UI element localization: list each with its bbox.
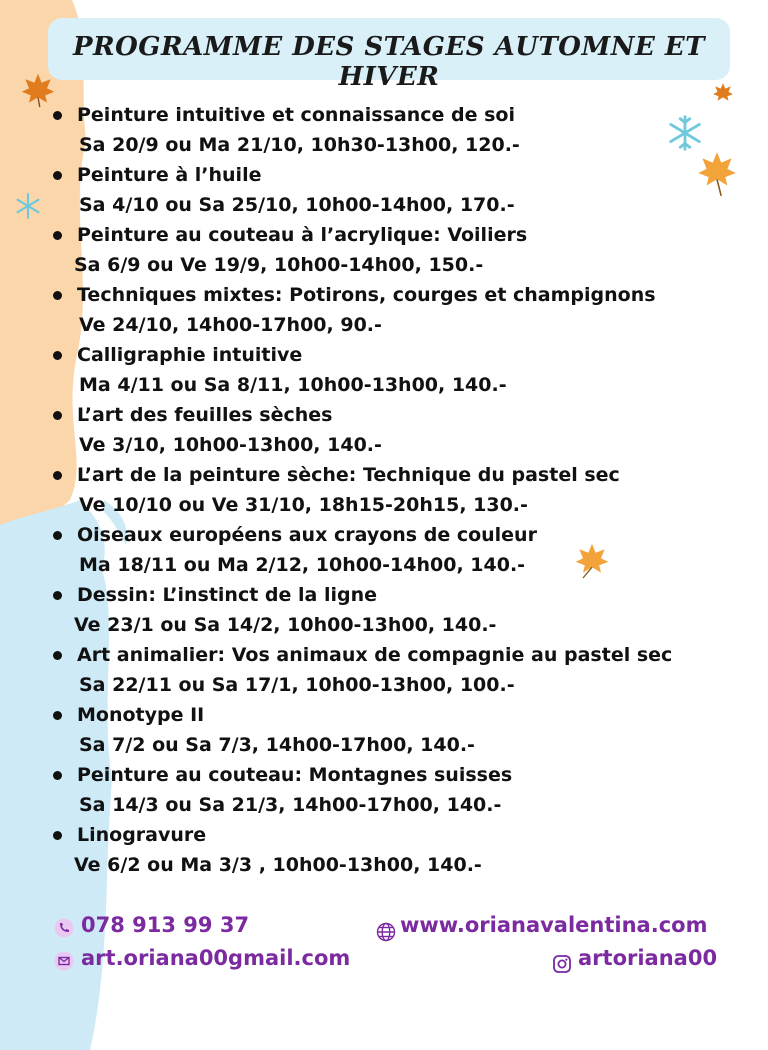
list-item xyxy=(0,160,768,220)
course-name: Linogravure xyxy=(77,824,207,846)
course-name: Peinture au couteau à l’acrylique: Voiliers xyxy=(77,224,528,246)
list-item xyxy=(0,280,768,340)
bullet xyxy=(53,231,62,240)
bullet xyxy=(53,351,62,360)
list-item xyxy=(0,820,768,880)
bullet xyxy=(53,411,62,420)
bullet xyxy=(53,831,62,840)
bullet xyxy=(53,471,62,480)
list-item xyxy=(0,220,768,280)
course-name: Art animalier: Vos animaux de compagnie au pastel sec xyxy=(77,644,673,666)
bullet xyxy=(53,771,62,780)
course-schedule: Ma 18/11 ou Ma 2/12, 10h00-14h00, 140.- xyxy=(79,554,526,576)
bullet xyxy=(53,111,62,120)
email-icon xyxy=(54,951,74,971)
course-name: L’art de la peinture sèche: Technique du pastel sec xyxy=(77,464,620,486)
bullet xyxy=(53,591,62,600)
course-schedule: Ve 24/10, 14h00-17h00, 90.- xyxy=(79,314,382,336)
course-schedule: Ve 10/10 ou Ve 31/10, 18h15-20h15, 130.- xyxy=(79,494,528,516)
course-name: L’art des feuilles sèches xyxy=(77,404,333,426)
course-schedule: Ve 3/10, 10h00-13h00, 140.- xyxy=(79,434,382,456)
course-name: Monotype II xyxy=(77,704,205,726)
bullet xyxy=(53,291,62,300)
website-link[interactable]: www.orianavalentina.com xyxy=(400,913,708,937)
course-list xyxy=(0,100,768,880)
course-schedule: Ma 4/11 ou Sa 8/11, 10h00-13h00, 140.- xyxy=(79,374,507,396)
list-item xyxy=(0,760,768,820)
list-item xyxy=(0,340,768,400)
course-name: Dessin: L’instinct de la ligne xyxy=(77,584,378,606)
list-item xyxy=(0,460,768,520)
globe-icon xyxy=(376,922,396,942)
course-schedule: Sa 7/2 ou Sa 7/3, 14h00-17h00, 140.- xyxy=(79,734,475,756)
course-schedule: Sa 4/10 ou Sa 25/10, 10h00-14h00, 170.- xyxy=(79,194,515,216)
instagram-icon xyxy=(553,955,571,973)
bullet xyxy=(53,711,62,720)
list-item xyxy=(0,520,768,580)
course-schedule: Sa 20/9 ou Ma 21/10, 10h30-13h00, 120.- xyxy=(79,134,520,156)
phone-number[interactable]: 078 913 99 37 xyxy=(81,913,250,937)
bullet xyxy=(53,171,62,180)
course-name: Techniques mixtes: Potirons, courges et champignons xyxy=(77,284,656,306)
instagram-handle[interactable]: artoriana00 xyxy=(578,946,718,970)
course-name: Peinture au couteau: Montagnes suisses xyxy=(77,764,513,786)
course-name: Peinture intuitive et connaissance de soi xyxy=(77,104,515,126)
list-item xyxy=(0,700,768,760)
list-item xyxy=(0,640,768,700)
course-name: Oiseaux européens aux crayons de couleur xyxy=(77,524,537,546)
list-item xyxy=(0,580,768,640)
course-name: Calligraphie intuitive xyxy=(77,344,303,366)
course-schedule: Sa 22/11 ou Sa 17/1, 10h00-13h00, 100.- xyxy=(79,674,515,696)
phone-icon xyxy=(54,918,74,938)
course-schedule: Sa 14/3 ou Sa 21/3, 14h00-17h00, 140.- xyxy=(79,794,502,816)
email-address[interactable]: art.oriana00gmail.com xyxy=(81,946,351,970)
bullet xyxy=(53,651,62,660)
course-name: Peinture à l’huile xyxy=(77,164,262,186)
course-schedule: Sa 6/9 ou Ve 19/9, 10h00-14h00, 150.- xyxy=(74,254,484,276)
page-title: PROGRAMME DES STAGES AUTOMNE ET HIVER xyxy=(72,32,706,92)
list-item xyxy=(0,100,768,160)
bullet xyxy=(53,531,62,540)
list-item xyxy=(0,400,768,460)
course-schedule: Ve 23/1 ou Sa 14/2, 10h00-13h00, 140.- xyxy=(74,614,497,636)
course-schedule: Ve 6/2 ou Ma 3/3 , 10h00-13h00, 140.- xyxy=(74,854,482,876)
